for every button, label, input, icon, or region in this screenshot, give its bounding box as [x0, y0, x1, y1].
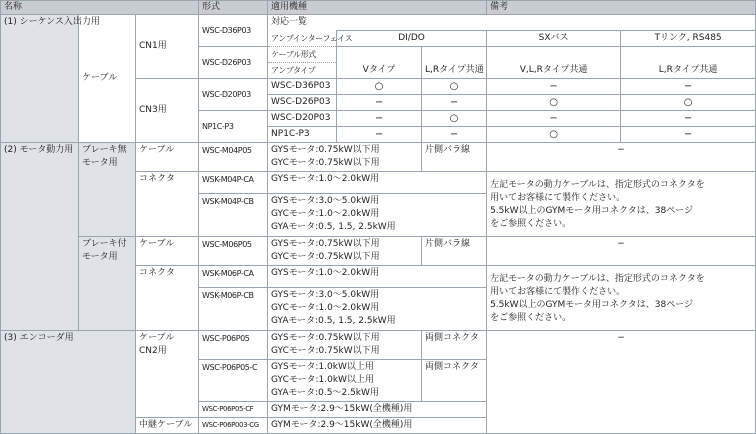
- motor-apps: GYSモータ:0.75kW以下用 GYCモータ:0.75kW以下用: [268, 143, 422, 172]
- with-brake-motor-label: ブレーキ付 モータ用: [79, 237, 136, 331]
- note-single-side: 片側バラ線: [422, 237, 487, 266]
- cable-label: ケーブル: [136, 143, 199, 172]
- cable-label: ケーブル: [79, 15, 136, 143]
- model-np1c-p3: NP1C-P3: [199, 111, 268, 143]
- header-type: 形式: [199, 1, 268, 15]
- compat-table-title: 対応一覧: [268, 15, 756, 31]
- model-wsc-d36p03: WSC-D36P03: [199, 15, 268, 47]
- encoder-apps: GYMモータ:2.9～15kW(全機種)用: [268, 402, 487, 418]
- compat-row-model: WSC-D20P03: [268, 111, 337, 127]
- relay-cable-label: 中継ケーブル: [136, 418, 199, 434]
- compat-cell: −: [487, 111, 621, 127]
- remark-dash: −: [487, 331, 756, 434]
- connector-label: コネクタ: [136, 266, 199, 331]
- cn1-label: CN1用: [136, 15, 199, 79]
- compat-cell: ○: [422, 79, 487, 95]
- model-wsc-m06p05: WSC-M06P05: [199, 237, 268, 266]
- amp-type-lr: L,Rタイプ共通: [422, 63, 487, 79]
- model-wsc-p06p003-cg: WSC-P06P003-CG: [199, 418, 268, 434]
- interface-sxbus: SXバス: [487, 31, 621, 47]
- model-wsc-m04p05: WSC-M04P05: [199, 143, 268, 172]
- interface-didoo: DI/DO: [337, 31, 487, 47]
- connector-note: 左記モータの動力ケーブルは、指定形式のコネクタを 用いてお客様にて製作ください。 5.5kW以上のGYMモータ用コネクタは、38ページ をご参照ください。: [487, 266, 756, 331]
- compat-cell: −: [621, 79, 756, 95]
- section-encoder: (3) エンコーダ用: [1, 331, 136, 434]
- header-name: 名称: [1, 1, 199, 15]
- connector-note: 左記モータの動力ケーブルは、指定形式のコネクタを 用いてお客様にて製作ください。 5.5kW以上のGYMモータ用コネクタは、38ページ をご参照ください。: [487, 172, 756, 237]
- cable-cn2-label: ケーブル CN2用: [136, 331, 199, 418]
- model-wsc-d20p03: WSC-D20P03: [199, 79, 268, 111]
- motor-apps: GYSモータ:3.0～5.0kW用 GYCモータ:1.0～2.0kW用 GYAモータ:0.5, 1.5, 2.5kW用: [268, 194, 487, 237]
- interface-tlink: Tリンク, RS485: [621, 31, 756, 47]
- note-single-side: 片側バラ線: [422, 143, 487, 172]
- model-wsk-m04p-cb: WSK-M04P-CB: [199, 194, 268, 237]
- compat-cell: −: [621, 127, 756, 143]
- compat-cell: −: [337, 127, 422, 143]
- compat-row-model: WSC-D26P03: [268, 95, 337, 111]
- compat-cell: −: [422, 127, 487, 143]
- compat-row-model: NP1C-P3: [268, 127, 337, 143]
- no-brake-motor-label: ブレーキ無 モータ用: [79, 143, 136, 237]
- encoder-apps: GYSモータ:0.75kW以下用 GYCモータ:0.75kW以下用: [268, 331, 422, 360]
- amp-type-v: Vタイプ: [337, 63, 422, 79]
- compat-cell: −: [487, 79, 621, 95]
- cn3-label: CN3用: [136, 79, 199, 143]
- note-both-side: 両側コネクタ: [422, 360, 487, 402]
- motor-apps: GYSモータ:3.0～5.0kW用 GYCモータ:1.0～2.0kW用 GYAモータ:0.5, 1.5, 2.5kW用: [268, 288, 487, 331]
- motor-apps: GYSモータ:0.75kW以下用 GYCモータ:0.75kW以下用: [268, 237, 422, 266]
- section-motor-power: (2) モータ動力用: [1, 143, 79, 331]
- cable-type-label: ケーブル形式: [268, 47, 337, 63]
- amp-interface-label: アンプインターフェイス: [268, 31, 337, 47]
- compat-cell: −: [422, 95, 487, 111]
- encoder-apps: GYMモータ:2.9～15kW(全機種)用: [268, 418, 487, 434]
- model-wsc-p06p05-c: WSC-P06P05-C: [199, 360, 268, 402]
- cable-label: ケーブル: [136, 237, 199, 266]
- compat-cell: −: [337, 95, 422, 111]
- model-wsk-m04p-ca: WSK-M04P-CA: [199, 172, 268, 194]
- motor-apps: GYSモータ:1.0～2.0kW用: [268, 172, 487, 194]
- compat-row-model: WSC-D36P03: [268, 79, 337, 95]
- compat-cell: ○: [621, 95, 756, 111]
- compat-cell: ○: [487, 95, 621, 111]
- header-row: [1, 1, 756, 15]
- connector-label: コネクタ: [136, 172, 199, 237]
- remark-dash: −: [487, 237, 756, 266]
- model-wsc-p06p05-cf: WSC-P06P05-CF: [199, 402, 268, 418]
- amp-type-label: アンプタイプ: [268, 63, 337, 79]
- model-wsc-p06p05: WSC-P06P05: [199, 331, 268, 360]
- compat-cell: ○: [487, 127, 621, 143]
- header-remarks: 備考: [487, 1, 756, 15]
- remark-dash: −: [487, 143, 756, 172]
- header-applicable: 適用機種: [268, 1, 487, 15]
- note-both-side: 両側コネクタ: [422, 331, 487, 360]
- motor-apps: GYSモータ:1.0～2.0kW用: [268, 266, 487, 288]
- compat-cell: −: [337, 111, 422, 127]
- model-wsk-m06p-ca: WSK-M06P-CA: [199, 266, 268, 288]
- encoder-apps: GYSモータ:1.0kW以上用 GYCモータ:1.0kW以上用 GYAモータ:0.5～2.5kW用: [268, 360, 422, 402]
- compat-cell: ○: [337, 79, 422, 95]
- model-wsc-d26p03: WSC-D26P03: [199, 47, 268, 79]
- model-wsk-m06p-cb: WSK-M06P-CB: [199, 288, 268, 331]
- amp-type-vlr: V,L,Rタイプ共通: [487, 63, 621, 79]
- compat-cell: ○: [422, 111, 487, 127]
- compat-cell: −: [621, 111, 756, 127]
- amp-type-lr-2: L,Rタイプ共通: [621, 63, 756, 79]
- section-sequence-io: (1) シーケンス入出力用: [1, 15, 79, 143]
